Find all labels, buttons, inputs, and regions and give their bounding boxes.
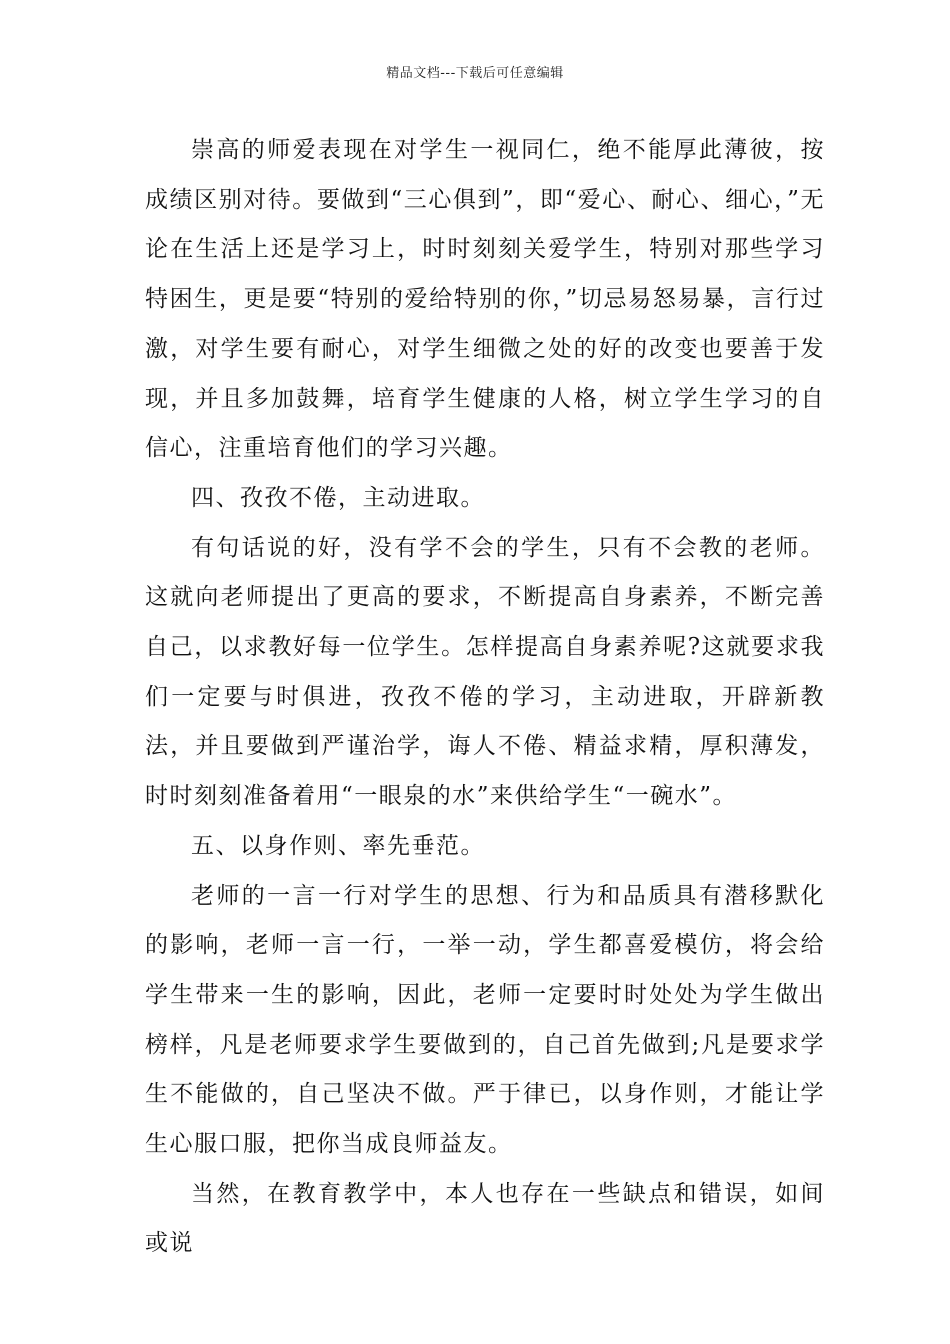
paragraph-self-improvement: 有句话说的好，没有学不会的学生，只有不会教的老师。这就向老师提出了更高的要求，不断提高自身素养，不断完善自己，以求教好每一位学生。怎样提高自身素养呢?这就要求我们一定要与时俱进，孜孜不倦的学习，主动进取，开辟新教法，并且要做到严谨治学，诲人不倦、精益求精，厚积薄发，时时刻刻准备着用“一眼泉的水”来供给学生“一碗水”。 — [145, 534, 825, 810]
paragraph-shortcomings: 当然，在教育教学中，本人也存在一些缺点和错误，如间或说 — [145, 1180, 825, 1257]
document-body — [145, 126, 825, 1269]
paragraph-role-model: 老师的一言一行对学生的思想、行为和品质具有潜移默化的影响，老师一言一行，一举一动，学生都喜爱模仿，将会给学生带来一生的影响，因此，老师一定要时时处处为学生做出榜样，凡是老师要求学生要做到的，自己首先做到;凡是要求学生不能做的，自己坚决不做。严于律已，以身作则，才能让学生心服口服，把你当成良师益友。 — [145, 882, 825, 1158]
heading-section-four: 四、孜孜不倦，主动进取。 — [191, 484, 485, 511]
heading-section-five: 五、以身作则、率先垂范。 — [191, 832, 485, 859]
paragraph-teacher-love: 崇高的师爱表现在对学生一视同仁，绝不能厚此薄彼，按成绩区别对待。要做到“三心俱到”，即“爱心、耐心、细心，”无论在生活上还是学习上，时时刻刻关爱学生，特别对那些学习特困生，更是要“特别的爱给特别的你，”切忌易怒易暴，言行过激，对学生要有耐心，对学生细微之处的好的改变也要善于发现，并且多加鼓舞，培育学生健康的人格，树立学生学习的自信心，注重培育他们的学习兴趣。 — [145, 137, 825, 462]
page-header: 精品文档---下载后可任意编辑 — [386, 66, 564, 81]
